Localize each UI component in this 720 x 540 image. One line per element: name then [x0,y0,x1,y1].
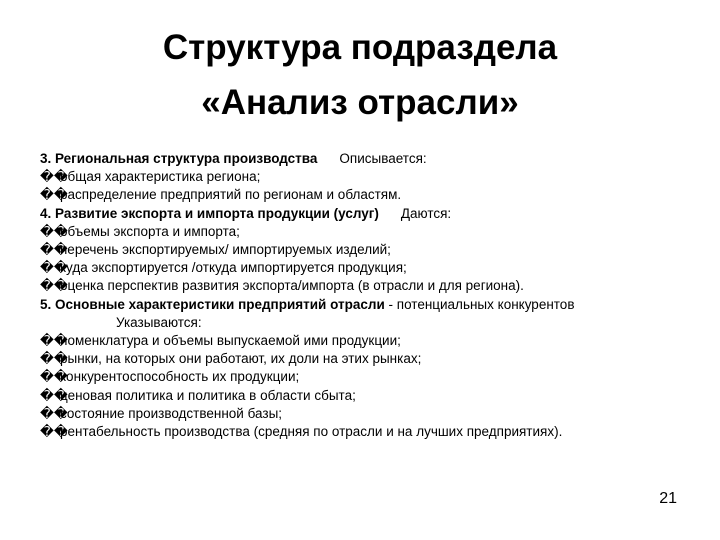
bullet-marker: �� [40,351,68,367]
list-item [40,186,710,204]
page-number: 21 [659,490,677,507]
bullet-marker: �� [40,333,68,349]
list-item-text: рентабельность производства (средняя по отрасли и на лучших предприятиях). [60,424,563,440]
list-item-text: номенклатура и объемы выпускаемой ими продукции; [60,333,401,349]
bullet-marker: �� [40,169,68,185]
list-item-text: ценовая политика и политика в области сбыта; [60,387,356,403]
list-item-text: объемы экспорта и импорта; [60,223,240,239]
section-5-suffix: - потенциальных конкурентов [384,296,575,312]
list-item [40,223,710,241]
bullet-marker: �� [40,369,68,385]
list-item [40,277,710,295]
list-item-text: состояние производственной базы; [60,405,283,421]
list-item [40,259,710,277]
section-3-heading: 3. Региональная структура производства [40,151,318,166]
list-item-text: перечень экспортируемых/ импортируемых изделий; [60,242,391,258]
list-item [40,241,710,259]
slide-body [40,150,710,441]
bullet-marker: �� [40,387,68,403]
section-3-heading-line [40,150,710,168]
list-item [40,368,710,386]
section-5-note: Указываются: [116,314,202,330]
section-3-note: Описывается: [339,151,427,166]
slide-title-line-2: «Анализ отрасли» [201,83,519,122]
list-item [40,387,710,405]
list-item [40,332,710,350]
list-item [40,350,710,368]
section-5-heading: 5. Основные характеристики предприятий отрасли [40,296,385,312]
list-item-text: рынки, на которых они работают, их доли на этих рынках; [60,351,422,367]
bullet-marker: �� [40,424,68,440]
slide-title [40,20,680,130]
section-4-heading-line [40,205,710,223]
list-item-text: распределение предприятий по регионам и областям. [60,187,402,203]
bullet-marker: �� [40,187,68,203]
slide-title-line-1: Структура подраздела [162,28,558,67]
list-item-text: оценка перспектив развития экспорта/импорта (в отрасли и для региона). [60,278,524,294]
list-item [40,423,710,441]
list-item [40,168,710,186]
bullet-marker: �� [40,405,68,421]
list-item [40,405,710,423]
section-5-heading-line [40,296,710,314]
section-4-note: Даются: [400,205,452,221]
bullet-marker: �� [40,260,68,276]
section-5-note-line [40,314,710,332]
section-4-heading: 4. Развитие экспорта и импорта продукции (услуг) [40,205,379,221]
bullet-marker: �� [40,278,68,294]
list-item-text: куда экспортируется /откуда импортируется продукция; [60,260,407,276]
list-item-text: конкурентоспособность их продукции; [60,369,300,385]
bullet-marker: �� [40,242,68,258]
list-item-text: общая характеристика региона; [60,169,261,185]
bullet-marker: �� [40,223,68,239]
